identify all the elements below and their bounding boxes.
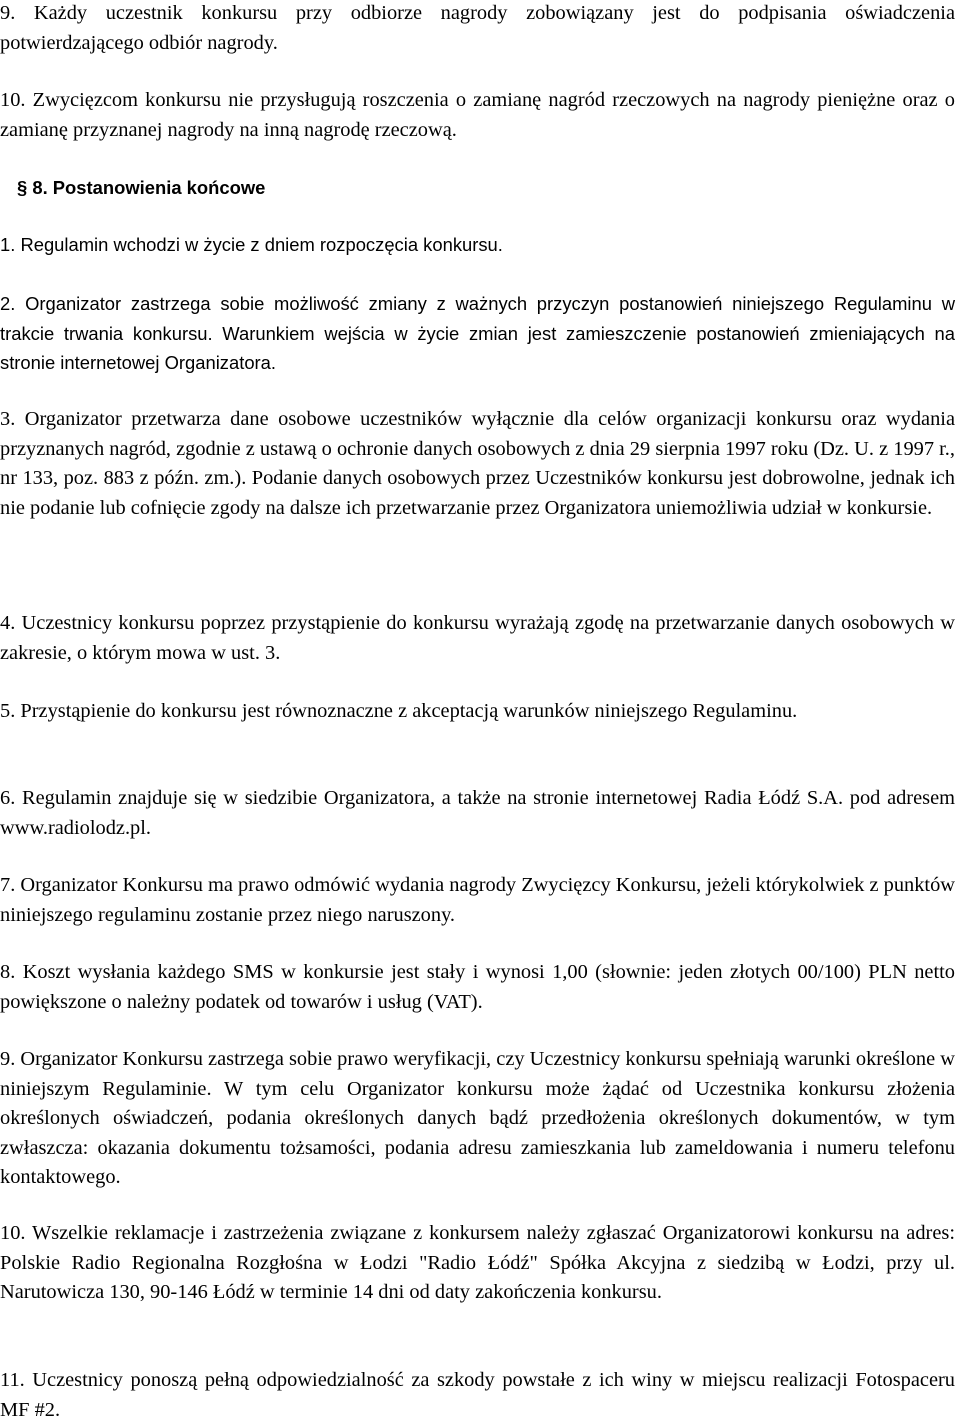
section-heading: § 8. Postanowienia końcowe: [17, 177, 266, 198]
section-item-10: 10. Wszelkie reklamacje i zastrzeżenia związane z konkursem należy zgłaszać Organizatorowi konkursu na adres: Polskie Radio Regionalna Rozgłośna w Łodzi "Radio Łódź" Spółka Akcyjna z siedzibą w Łodzi, przy ul. Narutowicza 130, 90-146 Łódź w terminie 14 dni od daty zakończenia konkursu.: [0, 1222, 955, 1304]
section-item-2: 2. Organizator zastrzega sobie możliwość zmiany z ważnych przyczyn postanowień niniejszego Regulaminu w trakcie trwania konkursu. Warunkiem wejścia w życie zmian jest zamieszczenie postanowień zmieniających na stronie internetowej Organizatora.: [0, 293, 955, 374]
section-item-9: 9. Organizator Konkursu zastrzega sobie prawo weryfikacji, czy Uczestnicy konkursu spełniają warunki określone w niniejszym Regulaminie. W tym celu Organizator konkursu może żądać od Uczestnika konkursu złożenia określonych oświadczeń, podania określonych danych bądź przedłożenia określonych dokumentów, w tym zwłaszcza: okazania dokumentu tożsamości, podania adresu zamieszkania lub zameldowania i numeru telefonu kontaktowego.: [0, 1048, 955, 1189]
section-item-11: 11. Uczestnicy ponoszą pełną odpowiedzialność za szkody powstałe z ich winy w miejscu realizacji Fotospaceru MF #2.: [0, 1369, 955, 1421]
section-item-7: 7. Organizator Konkursu ma prawo odmówić wydania nagrody Zwycięzcy Konkursu, jeżeli którykolwiek z punktów niniejszego regulaminu zostanie przez niego naruszony.: [0, 874, 955, 926]
section-item-6: 6. Regulamin znajduje się w siedzibie Organizatora, a także na stronie internetowej Radia Łódź S.A. pod adresem www.radiolodz.pl.: [0, 787, 955, 839]
section-item-4: 4. Uczestnicy konkursu poprzez przystąpienie do konkursu wyrażają zgodę na przetwarzanie danych osobowych w zakresie, o którym mowa w ust. 3.: [0, 612, 955, 664]
section-item-8: 8. Koszt wysłania każdego SMS w konkursie jest stały i wynosi 1,00 (słownie: jeden złotych 00/100) PLN netto powiększone o należny podatek od towarów i usług (VAT).: [0, 961, 955, 1013]
paragraph-10: 10. Zwycięzcom konkursu nie przysługują roszczenia o zamianę nagród rzeczowych na nagrody pieniężne oraz o zamianę przyznanej nagrody na inną nagrodę rzeczową.: [0, 89, 955, 141]
section-item-1: 1. Regulamin wchodzi w życie z dniem rozpoczęcia konkursu.: [0, 234, 503, 255]
paragraph-9: 9. Każdy uczestnik konkursu przy odbiorze nagrody zobowiązany jest do podpisania oświadczenia potwierdzającego odbiór nagrody.: [0, 2, 955, 54]
section-item-5: 5. Przystąpienie do konkursu jest równoznaczne z akceptacją warunków niniejszego Regulaminu.: [0, 700, 798, 722]
section-item-3: 3. Organizator przetwarza dane osobowe uczestników wyłącznie dla celów organizacji konkursu oraz wydania przyznanych nagród, zgodnie z ustawą o ochronie danych osobowych z dnia 29 sierpnia 1997 roku (Dz. U. z 1997 r., nr 133, poz. 883 z późn. zm.). Podanie danych osobowych przez Uczestników konkursu jest dobrowolne, jednak ich nie podanie lub cofnięcie zgody na dalsze ich przetwarzanie przez Organizatora uniemożliwia udział w konkursie.: [0, 408, 955, 519]
